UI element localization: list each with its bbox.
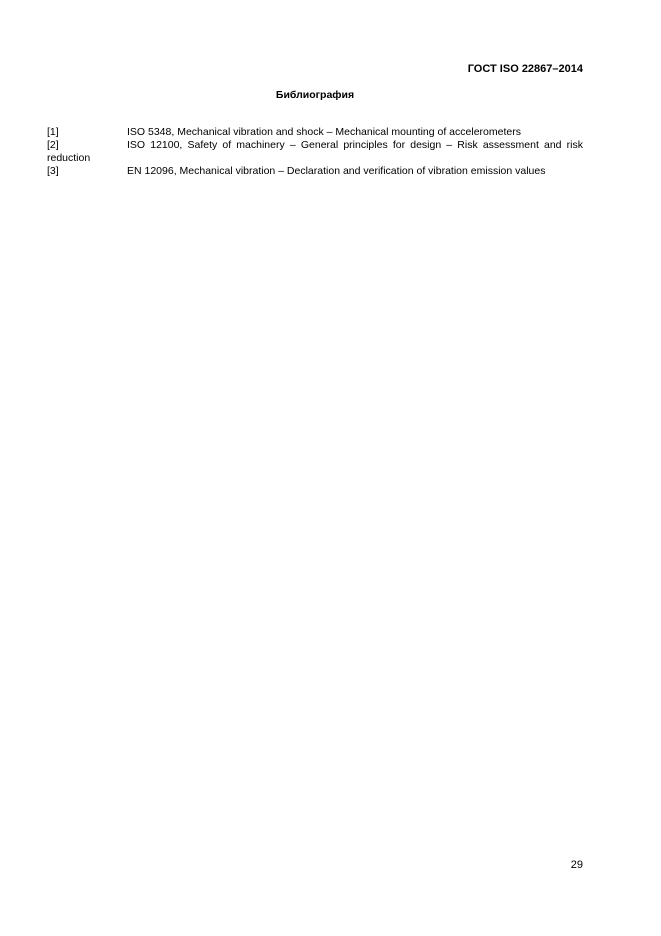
- standard-code: ГОСТ ISO 22867–2014: [467, 63, 583, 75]
- bibliography-text: EN 12096, Mechanical vibration – Declaration and verification of vibration emission values: [127, 165, 546, 177]
- bibliography-text: ISO 12100, Safety of machinery – General principles for design – Risk assessment and risk reduction: [47, 139, 583, 164]
- bibliography-entry: [47, 139, 583, 165]
- bibliography-text: ISO 5348, Mechanical vibration and shock – Mechanical mounting of accelerometers: [127, 126, 521, 138]
- bibliography-number: [2]: [47, 139, 59, 151]
- bibliography-number: [1]: [47, 126, 59, 138]
- bibliography-entry: [47, 126, 583, 139]
- bibliography-list: [47, 126, 583, 178]
- bibliography-number: [3]: [47, 165, 59, 177]
- section-title: Библиография: [275, 89, 355, 101]
- page-number: 29: [570, 859, 583, 871]
- bibliography-entry: [47, 165, 583, 178]
